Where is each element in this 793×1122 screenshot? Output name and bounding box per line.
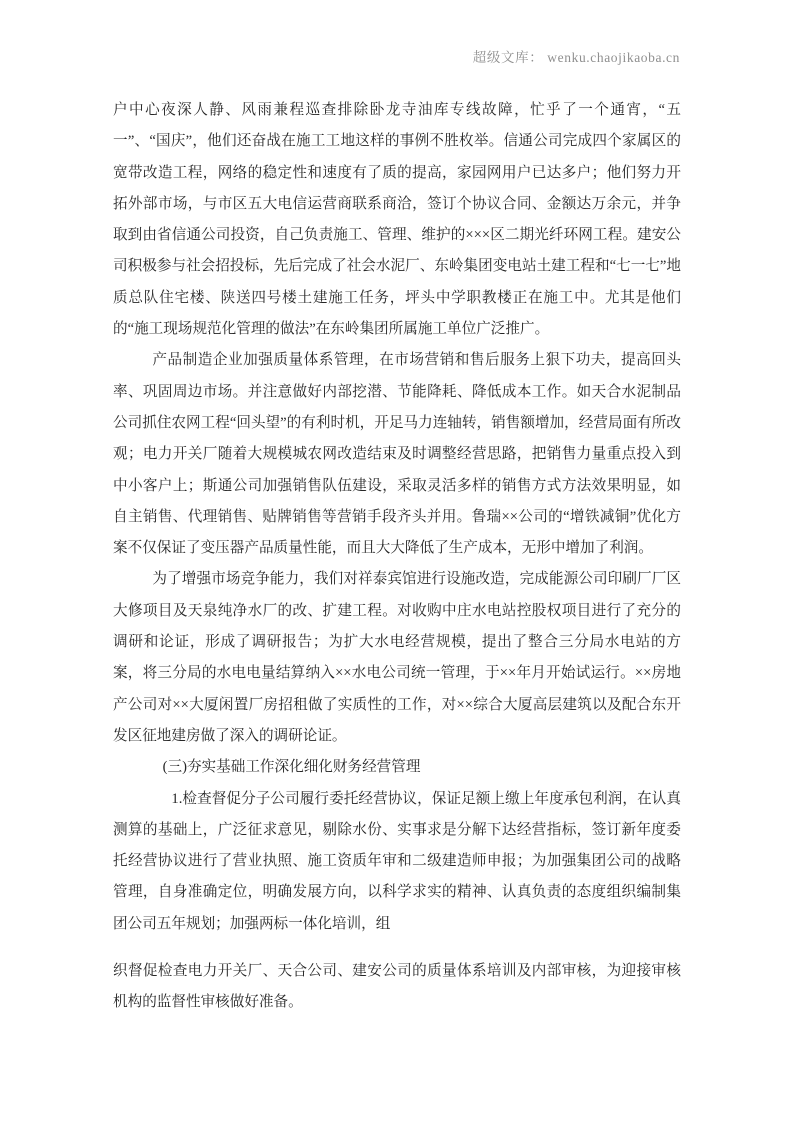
section-heading: (三)夯实基础工作深化细化财务经营管理 — [162, 759, 421, 776]
watermark-url: wenku.chaojikaoba.cn — [547, 50, 680, 65]
paragraph-continuation-top: 户中心夜深人静、风雨兼程巡查排除卧龙寺油库专线故障，忙乎了一个通宵，“五一”、“国庆”，他们还奋战在施工工地这样的事例不胜枚举。信通公司完成四个家属区的宽带改造工程，网络的稳定性和速度有了质的提高，家园网用户已达多户；他们努力开拓外部市场，与市区五大电信运营商联系商洽，签订个协议合同、金额达万余元，并争取到由省信通公司投资，自己负责施工、管理、维护的×××区二期光纤环网工程。建安公司积极参与社会招投标，先后完成了社会水泥厂、东岭集团变电站土建工程和“七一七”地质总队住宅楼、陕送四号楼土建施工任务，坪头中学职教楼正在施工中。尤其是他们的“施工现场规范化管理的做法”在东岭集团所属施工单位广泛推广。 — [113, 102, 681, 338]
watermark — [473, 49, 680, 67]
paragraph-market-competition: 为了增强市场竞争能力，我们对祥泰宾馆进行设施改造，完成能源公司印刷厂厂区大修项目及天泉纯净水厂的改、扩建工程。对收购中庄水电站控股权项目进行了充分的调研和论证，形成了调研报告；为扩大水电经营规模，提出了整合三分局水电站的方案，将三分局的水电电量结算纳入××水电公司统一管理，于××年月开始试运行。××房地产公司对××大厦闲置厂房招租做了实质性的工作，对××综合大厦高层建筑以及配合东开发区征地建房做了深入的调研论证。 — [113, 571, 681, 744]
document-body — [113, 95, 681, 1019]
paragraph-numbered-item-1: 1.检查督促分子公司履行委托经营协议，保证足额上缴上年度承包利润，在认真测算的基础上，广泛征求意见，剔除水份、实事求是分解下达经营指标，签订新年度委托经营协议进行了营业执照、施工资质年审和二级建造师申报；为加强集团公司的战略管理，自身准确定位，明确发展方向，以科学求实的精神、认真负责的态度组织编制集团公司五年规划；加强两标一体化培训，组 — [113, 790, 681, 932]
paragraph-product-quality: 产品制造企业加强质量体系管理，在市场营销和售后服务上狠下功夫，提高回头率、巩固周边市场。并注意做好内部挖潜、节能降耗、降低成本工作。如天合水泥制品公司抓住农网工程“回头望”的有利时机，开足马力连轴转，销售额增加，经营局面有所改观；电力开关厂随着大规模城农网改造结束及时调整经营思路，把销售力量重点投入到中小客户上；斯通公司加强销售队伍建设，采取灵活多样的销售方式方法效果明显，如自主销售、代理销售、贴牌销售等营销手段齐头并用。鲁瑞××公司的“增铁减铜”优化方案不仅保证了变压器产品质量性能，而且大大降低了生产成本，无形中增加了利润。 — [113, 352, 681, 557]
watermark-site-name: 超级文库： — [472, 50, 544, 65]
paragraph-continuation-bottom: 织督促检查电力开关厂、天合公司、建安公司的质量体系培训及内部审核，为迎接审核机构的监督性审核做好准备。 — [113, 963, 681, 1011]
